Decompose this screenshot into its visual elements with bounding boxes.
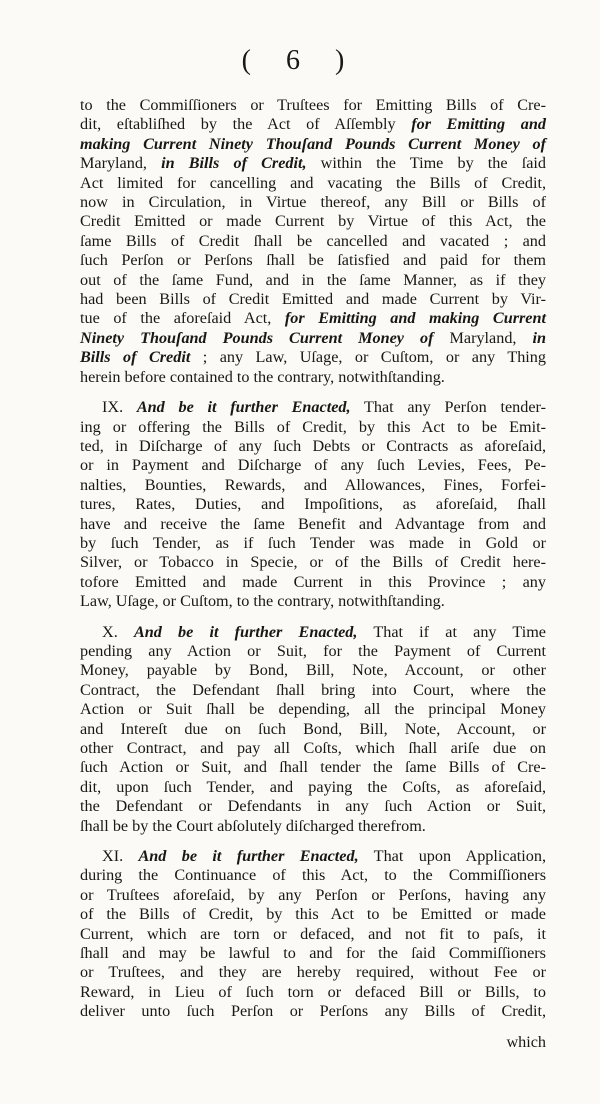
paragraph-section-xi [80,847,546,1022]
text-line: deliver unto ſuch Perſon or Perſons any Bills of Credit, [80,1002,546,1021]
text-line: by ſuch Tender, as if ſuch Tender was made in Gold or [80,533,546,552]
text-line: Silver, or Tobacco in Specie, or of the Bills of Credit here- [80,553,546,572]
text-line: have and receive the ſame Benefit and Advantage from and [80,514,546,533]
text-line: or in Payment and Diſcharge of any ſuch Levies, Fees, Pe- [80,456,546,475]
text-line: nalties, Bounties, Rewards, and Allowances, Fines, Forfei- [80,475,546,494]
text-line: ing or offering the Bills of Credit, by this Act to be Emit- [80,417,546,436]
text-line: to the Commiſſioners or Truſtees for Emitting Bills of Cre- [80,96,546,114]
text-line: Maryland, in Bills of Credit, within the Time by the ſaid [80,154,546,173]
text-line: and Intereſt due on ſuch Bond, Bill, Note, Account, or [80,719,546,738]
text-line: Ninety Thouſand Pounds Current Money of Maryland, in [80,328,546,347]
text-line: Law, Uſage, or Cuſtom, to the contrary, notwithſtanding. [80,592,445,611]
text-line: tofore Emitted and made Current in this Province ; any [80,572,546,591]
text-line: Reward, in Lieu of ſuch torn or defaced Bill or Bills, to [80,982,546,1001]
text-line: of the Bills of Credit, by this Act to be Emitted or made [80,905,546,924]
catchword: which [506,1032,546,1051]
text-line: during the Continuance of this Act, to the Commiſſioners [80,866,546,885]
text-line: Current, which are torn or defaced, and not fit to paſs, it [80,924,546,943]
text-line: or Truſtees aforeſaid, by any Perſon or Perſons, having any [80,885,546,904]
text-line: Money, payable by Bond, Bill, Note, Account, or other [80,661,546,680]
text-line: other Contract, and pay all Coſts, which ſhall ariſe due on [80,739,546,757]
paragraph-section-ix [80,398,546,611]
text-line: ted, in Diſcharge of any ſuch Debts or Contracts as aforeſaid, [80,436,546,455]
paragraph-continuation [80,96,546,387]
page-number: ( 6 ) [241,45,359,76]
text-line: had been Bills of Credit Emitted and made Current by Vir- [80,290,546,309]
text-line: tue of the aforeſaid Act, for Emitting and making Current [80,309,546,328]
text-line: tures, Rates, Duties, and Impoſitions, as aforeſaid, ſhall [80,495,546,514]
text-line: the Defendant or Defendants in any ſuch Action or Suit, [80,797,546,816]
text-line: herein before contained to the contrary, notwithſtanding. [80,367,445,386]
text-line: Credit Emitted or made Current by Virtue of this Act, the [80,212,546,231]
text-line: now in Circulation, in Virtue thereof, any Bill or Bills of [80,193,546,212]
text-line: ſhall be by the Court abſolutely diſcharged therefrom. [80,816,426,835]
text-line: Act limited for cancelling and vacating the Bills of Credit, [80,173,546,192]
paragraph-section-x [80,623,546,836]
text-line: or Truſtees, and they are hereby required, without Fee or [80,963,546,982]
catchword-line [80,1033,546,1052]
text-line: pending any Action or Suit, for the Payment of Current [80,641,546,660]
text-line: Bills of Credit ; any Law, Uſage, or Cuſtom, or any Thing [80,348,546,367]
text-line: ſuch Action or Suit, and ſhall tender the ſame Bills of Cre- [80,758,546,777]
text-line: IX. And be it further Enacted, That any Perſon tender- [102,398,546,417]
text-line: X. And be it further Enacted, That if at any Time [102,622,546,641]
text-line: ſuch Perſon or Perſons ſhall be ſatisfied and paid for them [80,251,546,270]
text-line: ſhall and may be lawful to and for the ſaid Commiſſioners [80,944,546,963]
body-text [80,96,546,1052]
text-line: dit, eſtabliſhed by the Act of Aſſembly for Emitting and [80,115,546,134]
text-line: Action or Suit ſhall be depending, all the principal Money [80,700,546,719]
text-line: out of the ſame Fund, and in the ſame Manner, as if they [80,270,546,289]
text-line: ſame Bills of Credit ſhall be cancelled and vacated ; and [80,231,546,250]
text-line: making Current Ninety Thouſand Pounds Current Money of [80,134,546,153]
text-line: dit, upon ſuch Tender, and paying the Coſts, as aforeſaid, [80,777,546,796]
text-line: XI. And be it further Enacted, That upon Application, [102,847,546,866]
text-line: Contract, the Defendant ſhall bring into Court, where the [80,680,546,699]
